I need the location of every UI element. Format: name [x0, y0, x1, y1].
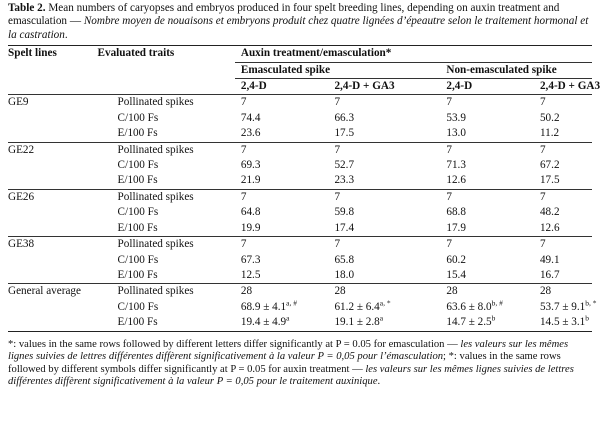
- cell-value: 18.0: [334, 268, 355, 281]
- trait-name: Pollinated spikes: [98, 237, 235, 253]
- table-row: [8, 111, 592, 126]
- cell-value: 28: [235, 284, 329, 300]
- trait-name: C/100 Fs: [117, 159, 159, 172]
- cell-value: 50.2: [539, 111, 560, 124]
- trait-name: C/100 Fs: [117, 300, 159, 313]
- header-treatment: Auxin treatment/emasculation*: [235, 46, 592, 62]
- line-name: GE22: [8, 142, 98, 158]
- trait-name: C/100 Fs: [117, 206, 159, 219]
- cell-value: 19.1 ± 2.8$^a$: [328, 315, 440, 331]
- cell-value: 59.8: [334, 206, 355, 219]
- cell-value: 11.2: [539, 127, 560, 140]
- table-row: [8, 189, 592, 205]
- cell-value: $68.9 \pm 4.1^{a, \#}$: [240, 297, 297, 313]
- cell-value: 7: [440, 237, 534, 253]
- header-t1: 2,4-D: [235, 79, 329, 95]
- cell-value: 7: [534, 142, 592, 158]
- cell-value: 68.8: [446, 206, 466, 219]
- cell-value: 52.7: [334, 159, 355, 172]
- cell-value: 14.7 ± 2.5$^b$: [440, 315, 534, 331]
- cell-value: 28: [440, 284, 534, 300]
- header-t2: 2,4-D + GA3: [328, 79, 440, 95]
- trait-name: E/100 Fs: [117, 221, 158, 234]
- cell-value: 23.6: [240, 127, 261, 140]
- table-row: [8, 173, 592, 189]
- cell-value: 7: [440, 142, 534, 158]
- table-row: [8, 158, 592, 173]
- table-row: [8, 237, 592, 253]
- table-row: [8, 221, 592, 237]
- cell-value: 49.1: [539, 253, 560, 266]
- cell-value: $53.7 \pm 9.1^{b, *}$: [539, 297, 597, 313]
- trait-name: C/100 Fs: [117, 253, 159, 266]
- header-t4: 2,4-D + GA3: [534, 79, 592, 95]
- cell-value: 64.8: [240, 206, 261, 219]
- cell-value: 17.5: [539, 174, 560, 187]
- cell-value: 14.5 ± 3.1$^b$: [534, 315, 592, 331]
- cell-value: 60.2: [446, 253, 466, 266]
- cell-value: 7: [534, 95, 592, 111]
- table-footnote: *: values in the same rows followed by different letters differ significantly at P = 0.05 for emasculation — les valeurs sur les mêmes lignes suivies de lettres différentes diffèrent significativement à la valeur P = 0,05 pour l’émasculation; *: values in the same rows followed by different symbols differ significantly at P = 0.05 for auxin treatment — les valeurs sur les mêmes lignes suivies de lettres différentes diffèrent significativement à la valeur P = 0,05 pour le traitement auxinique.: [8, 338, 574, 388]
- cell-value: $61.2 \pm 6.4^{a, *}$: [334, 297, 391, 313]
- header-emasculated: Emasculated spike: [235, 62, 441, 78]
- cell-value: 7: [328, 189, 440, 205]
- results-table: [8, 45, 600, 331]
- cell-value: 7: [328, 142, 440, 158]
- trait-name: Pollinated spikes: [98, 189, 235, 205]
- cell-value: 7: [235, 95, 329, 111]
- header-evaluated-traits: Evaluated traits: [98, 46, 235, 62]
- table-row: [8, 253, 592, 268]
- document-page: [8, 0, 600, 389]
- header-t3: 2,4-D: [440, 79, 534, 95]
- table-row: [8, 142, 592, 158]
- cell-value: 7: [440, 95, 534, 111]
- cell-value: 71.3: [446, 159, 466, 172]
- cell-value: $63.6 \pm 8.0^{b, \#}$: [446, 297, 503, 313]
- trait-name: Pollinated spikes: [98, 284, 235, 300]
- cell-value: 28: [328, 284, 440, 300]
- cell-value: 17.5: [334, 127, 355, 140]
- table-row: [8, 95, 592, 111]
- line-name: GE38: [8, 237, 98, 253]
- cell-value: 7: [235, 142, 329, 158]
- cell-value: 12.5: [240, 268, 261, 281]
- trait-name: C/100 Fs: [117, 111, 159, 124]
- header-non-emasculated: Non-emasculated spike: [440, 62, 592, 78]
- table-body: [8, 95, 597, 331]
- header-row-1: [8, 46, 592, 62]
- table-row-average: [8, 300, 592, 315]
- trait-name: Pollinated spikes: [98, 95, 235, 111]
- table-row: [8, 205, 592, 220]
- cell-value: 74.4: [240, 111, 261, 124]
- cell-value: 13.0: [446, 127, 466, 140]
- table-label: Table 2.: [8, 2, 46, 14]
- line-name: GE26: [8, 189, 98, 205]
- header-spelt-lines: Spelt lines: [8, 46, 98, 62]
- trait-name: E/100 Fs: [117, 174, 158, 187]
- cell-value: 67.2: [539, 159, 560, 172]
- header-row-3: [8, 79, 592, 95]
- cell-value: 7: [328, 95, 440, 111]
- cell-value: 7: [534, 189, 592, 205]
- caption-english: Mean numbers of caryopses and embryos produced in four spelt breeding lines, depending on auxin treatment and emasculation —: [8, 2, 560, 28]
- caption-end: .: [64, 28, 68, 41]
- cell-value: 48.2: [539, 206, 560, 219]
- cell-value: 69.3: [240, 159, 261, 172]
- cell-value: 23.3: [334, 174, 355, 187]
- cell-value: 53.9: [446, 111, 466, 124]
- cell-value: 28: [534, 284, 592, 300]
- line-name: GE9: [8, 95, 98, 111]
- cell-value: 7: [534, 237, 592, 253]
- cell-value: 7: [328, 237, 440, 253]
- table-row: [8, 126, 592, 142]
- header-row-2: [8, 62, 592, 78]
- cell-value: 12.6: [446, 174, 466, 187]
- cell-value: 21.9: [240, 174, 261, 187]
- trait-name: Pollinated spikes: [98, 142, 235, 158]
- cell-value: 7: [440, 189, 534, 205]
- line-name: General average: [8, 284, 98, 300]
- table-row-average: [8, 284, 592, 300]
- cell-value: 12.6: [539, 221, 560, 234]
- cell-value: 7: [235, 189, 329, 205]
- cell-value: 7: [235, 237, 329, 253]
- table-row: [8, 268, 592, 284]
- cell-value: 19.9: [240, 221, 261, 234]
- cell-value: 67.3: [240, 253, 261, 266]
- cell-value: 15.4: [446, 268, 466, 281]
- table-row-average: [8, 315, 592, 331]
- trait-name: E/100 Fs: [117, 268, 158, 281]
- cell-value: 17.9: [446, 221, 466, 234]
- trait-name: E/100 Fs: [117, 127, 158, 140]
- table-caption: [8, 2, 592, 42]
- cell-value: 16.7: [539, 268, 560, 281]
- cell-value: 19.4 ± 4.9$^a$: [235, 315, 329, 331]
- caption-french: Nombre moyen de nouaisons et embryons produit chez quatre lignées d’épeautre selon le traitement hormonal et la castration: [8, 15, 589, 41]
- cell-value: 65.8: [334, 253, 355, 266]
- trait-name: E/100 Fs: [98, 315, 235, 331]
- cell-value: 66.3: [334, 111, 355, 124]
- cell-value: 17.4: [334, 221, 355, 234]
